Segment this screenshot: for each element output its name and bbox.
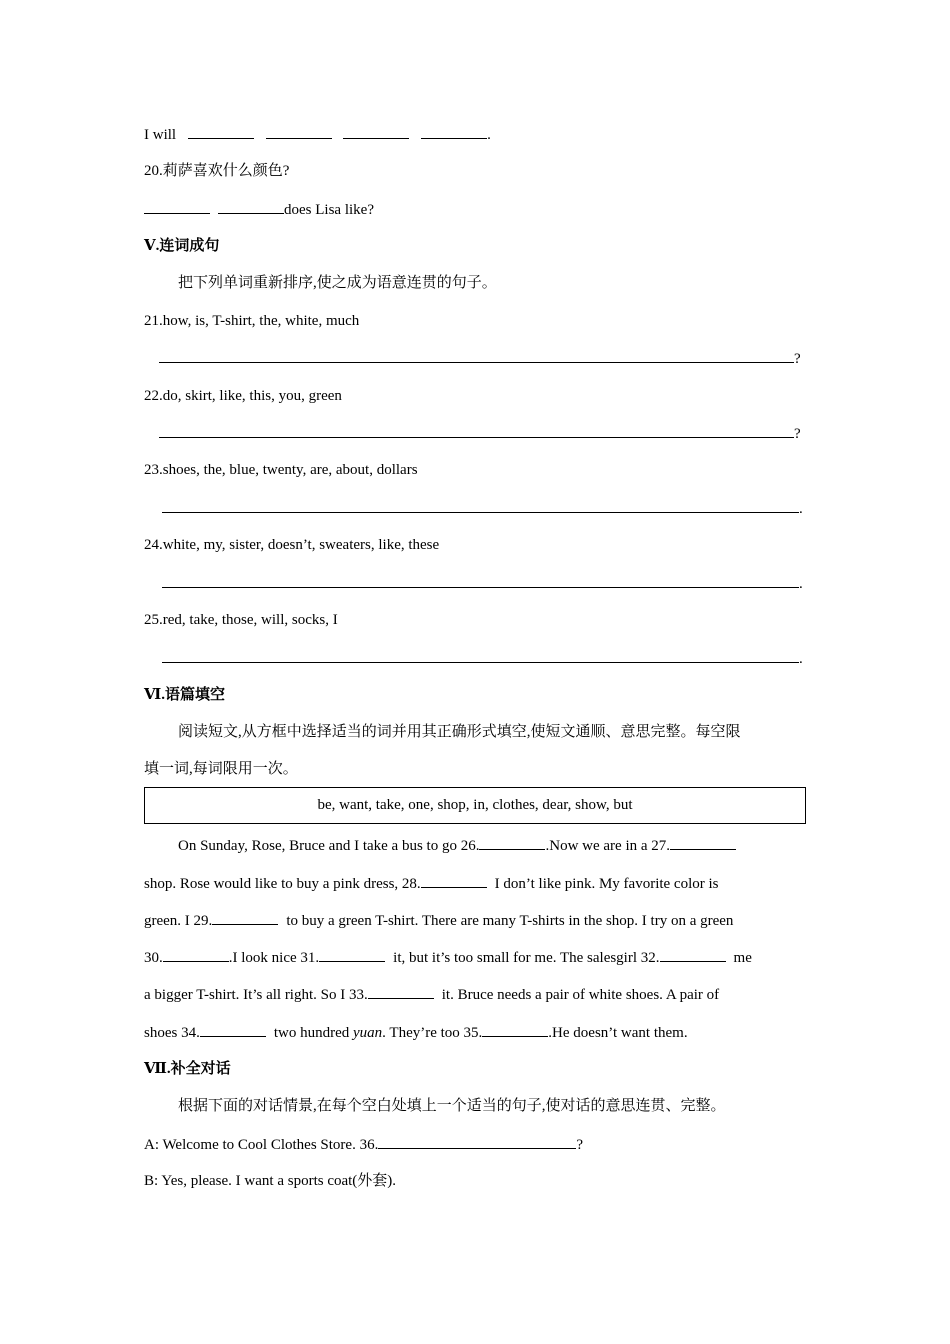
section-7-instruction: 根据下面的对话情景,在每个空白处填上一个适当的句子,使对话的意思连贯、完整。 xyxy=(178,1098,726,1114)
passage-text: green. I 29. xyxy=(144,913,213,929)
q22-end-mark: ? xyxy=(794,426,801,442)
q23-answer-line[interactable] xyxy=(162,498,803,519)
q21-end-mark: ? xyxy=(794,351,801,367)
passage-text: On Sunday, Rose, Bruce and I take a bus to go 26. xyxy=(178,838,480,854)
dialogue-b-line: B: Yes, please. I want a sports coat(外套). xyxy=(144,1173,397,1189)
passage-text: shop. Rose would like to buy a pink dress, 28. xyxy=(144,876,421,892)
passage-text: I don’t like pink. My favorite color is xyxy=(494,876,719,892)
blank-34[interactable] xyxy=(200,1022,266,1037)
blank-26[interactable] xyxy=(479,835,545,850)
passage-text: it. Bruce needs a pair of white shoes. A pair of xyxy=(441,987,720,1003)
word-box-text: be, want, take, one, shop, in, clothes, dear, show, but xyxy=(317,797,633,813)
q19-blank-2[interactable] xyxy=(266,124,332,139)
passage-text: a bigger T-shirt. It’s all right. So I 33. xyxy=(144,987,368,1003)
q20-prompt: 20.莉萨喜欢什么颜色? xyxy=(144,163,290,179)
blank-28[interactable] xyxy=(421,873,487,888)
passage-italic-word: yuan xyxy=(353,1025,383,1041)
section-5-heading: Ⅴ.连词成句 xyxy=(144,238,220,254)
passage-text: it, but it’s too small for me. The salesgirl 32. xyxy=(393,950,660,966)
q20-blank-2[interactable] xyxy=(218,199,284,214)
q21-answer-line[interactable] xyxy=(159,348,801,369)
passage-line-1 xyxy=(178,835,736,856)
q20-tail: does Lisa like? xyxy=(284,202,374,218)
passage-text: shoes 34. xyxy=(144,1025,200,1041)
passage-text: .Now we are in a 27. xyxy=(545,838,671,854)
passage-text: .I look nice 31. xyxy=(228,950,320,966)
blank-33[interactable] xyxy=(368,984,434,999)
q20-blank-1[interactable] xyxy=(144,199,210,214)
section-7-heading: Ⅶ.补全对话 xyxy=(144,1061,231,1077)
q19-prefix: I will xyxy=(144,127,177,143)
blank-32[interactable] xyxy=(660,947,726,962)
dialogue-a-36 xyxy=(144,1134,583,1155)
blank-35[interactable] xyxy=(482,1022,548,1037)
q19-blank-4[interactable] xyxy=(421,124,487,139)
blank-31[interactable] xyxy=(319,947,385,962)
q25-words: 25.red, take, those, will, socks, I xyxy=(144,612,338,628)
q22-answer-line[interactable] xyxy=(159,423,801,444)
q20-answer-line xyxy=(144,199,374,220)
blank-30[interactable] xyxy=(163,947,229,962)
blank-36[interactable] xyxy=(378,1134,576,1149)
q24-answer-line[interactable] xyxy=(162,573,803,594)
q25-answer-line[interactable] xyxy=(162,648,803,669)
q21-words: 21.how, is, T-shirt, the, white, much xyxy=(144,313,360,329)
q24-end-mark: . xyxy=(799,576,803,592)
passage-line-3 xyxy=(144,910,733,931)
passage-line-2 xyxy=(144,873,719,894)
section-6-instruction-2: 填一词,每词限用一次。 xyxy=(144,761,298,777)
q23-words: 23.shoes, the, blue, twenty, are, about, dollars xyxy=(144,462,418,478)
q23-end-mark: . xyxy=(799,501,803,517)
passage-text: 30. xyxy=(144,950,163,966)
passage-line-4 xyxy=(144,947,752,968)
passage-text: me xyxy=(733,950,752,966)
q22-words: 22.do, skirt, like, this, you, green xyxy=(144,388,342,404)
dialogue-text: A: Welcome to Cool Clothes Store. 36. xyxy=(144,1137,379,1153)
passage-text: to buy a green T-shirt. There are many T-shirts in the shop. I try on a green xyxy=(286,913,734,929)
q19-blank-1[interactable] xyxy=(188,124,254,139)
passage-text: two hundred xyxy=(273,1025,350,1041)
word-box xyxy=(144,787,806,824)
q25-end-mark: . xyxy=(799,651,803,667)
dialogue-end-mark: ? xyxy=(576,1137,584,1153)
q19-line xyxy=(144,124,491,145)
passage-line-6 xyxy=(144,1022,688,1043)
section-5-instruction: 把下列单词重新排序,使之成为语意连贯的句子。 xyxy=(178,275,497,291)
section-6-instruction-1: 阅读短文,从方框中选择适当的词并用其正确形式填空,使短文通顺、意思完整。每空限 xyxy=(178,724,741,740)
section-6-heading: Ⅵ.语篇填空 xyxy=(144,687,225,703)
q19-suffix: . xyxy=(487,127,491,143)
q19-blank-3[interactable] xyxy=(343,124,409,139)
blank-29[interactable] xyxy=(212,910,278,925)
passage-text: .He doesn’t want them. xyxy=(548,1025,688,1041)
passage-text: . They’re too 35. xyxy=(382,1025,483,1041)
blank-27[interactable] xyxy=(670,835,736,850)
q24-words: 24.white, my, sister, doesn’t, sweaters, like, these xyxy=(144,537,440,553)
passage-line-5 xyxy=(144,984,719,1005)
